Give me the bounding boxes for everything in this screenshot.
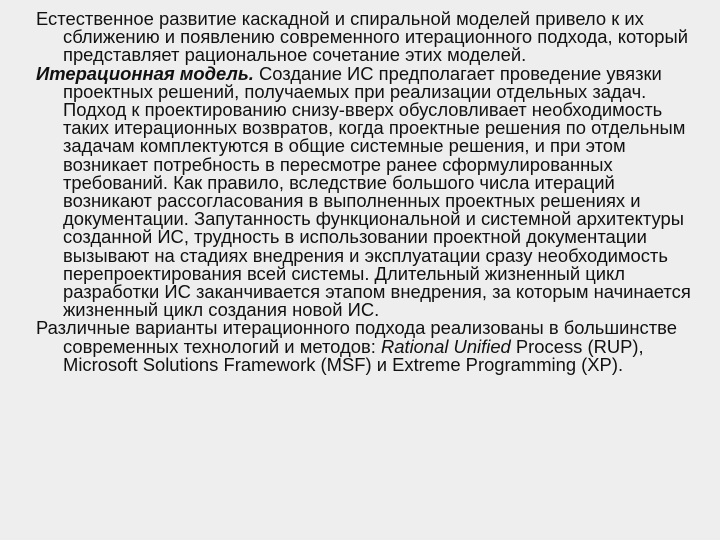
paragraph-iterative-model — [36, 62, 696, 321]
iterative-model-text: Создание ИС предполагает проведение увязки проектных решений, получаемых при реализации отдельных задач. Подход к проектированию снизу-вверх обусловливает необходимость таких итерационных возвратов, когда проектные решения по отдельным задачам комплектуются в общие системные решения, и при этом возникает потребность в пересмотре ранее сформулированных требований. Как правило, вследствие большого числа итераций возникают рассогласования в выполненных проектных решениях и документации. Запутанность функциональной и системной архитектуры созданной ИС, трудность в использовании проектной документации вызывают на стадиях внедрения и эксплуатации сразу необходимость перепроектирования всей системы. Длительный жизненный цикл разработки ИС заканчивается этапом внедрения, за которым начинается жизненный цикл создания новой ИС. — [63, 62, 691, 321]
paragraph-methodologies — [36, 319, 696, 374]
iterative-model-term: Итерационная модель. — [36, 62, 254, 84]
slide-body-text — [36, 10, 696, 374]
methodologies-rest-text: Process (RUP), Microsoft Solutions Framework (MSF) и Extreme Programming (XP). — [63, 335, 644, 375]
paragraph-evolution — [36, 10, 696, 65]
methodologies-lead-text: Различные варианты итерационного подхода реализованы в большинстве современных технологий и методов: — [36, 317, 677, 357]
rational-unified-name: Rational Unified — [380, 335, 511, 357]
paragraph-evolution-text: Естественное развитие каскадной и спиральной моделей привело к их сближению и появлению современного итерационного подхода, который представляет рациональное сочетание этих моделей. — [36, 8, 688, 66]
